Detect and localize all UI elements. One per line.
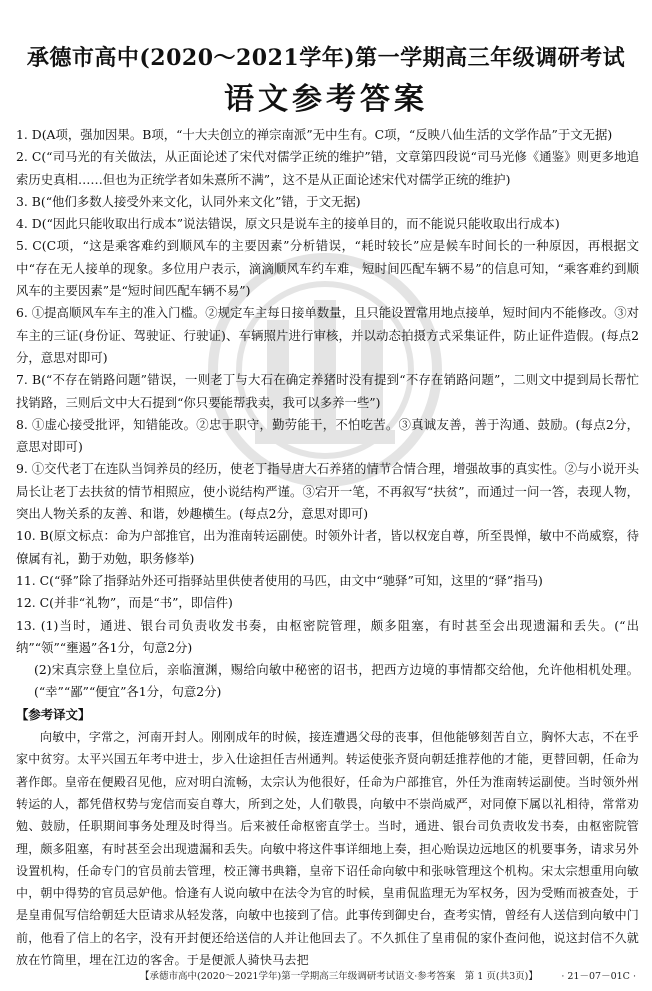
answer-3: 3. B(“他们多数人接受外来文化，认同外来文化”错，于文无据) — [16, 193, 361, 209]
answer-8: 8. ①虚心接受批评，知错能改。②忠于职守，勤劳能干，不怕吃苦。③真诚友善，善于沟通、鼓励。(每点2分，意思对即可) — [16, 416, 639, 455]
footer-right: · 21－07－01C · — [561, 971, 636, 982]
answer-13-1: 13. (1)当时，通进、银台司负责收发书奏，由枢密院管理，颇多阻塞，有时甚至会出现遗漏和丢失。(“出纳”“领”“壅遏”各1分，句意2分) — [16, 617, 639, 655]
answer-9: 9. ①交代老丁在连队当饲养员的经历，使老丁指导唐大石养猪的情节合情合理，增强故事的真实性。②与小说开头局长让老丁去扶贫的情节相照应，使小说结构严谨。③宕开一笔，不再叙写“扶贫”，而通过一问一答，表现人物，突出人物关系的友善、和谐，妙趣横生。(每点2分，意思对即可) — [16, 461, 639, 522]
footer-left: 【承德市高中(2020～2021学年)第一学期高三年级调研考试语文·参考答案 第 1 页(共3页)】 — [140, 971, 538, 982]
answer-1: 1. D(A项，强加因果。B项，“十大夫创立的禅宗南派”无中生有。C项，“反映八仙生活的文学作品”于文无据) — [16, 127, 613, 142]
translation-text: 向敏中，字常之，河南开封人。刚刚成年的时候，接连遭遇父母的丧事，但他能够刻苦自立，胸怀大志，不在乎家中贫穷。太平兴国五年考中进士，步入仕途担任吉州通判。转运使张齐贤向朝廷推荐他的才能，更替回朝，任命为著作郎。皇帝在便殿召见他，应对明白流畅，太宗认为他很好，任命为户部推官，外任为淮南转运副使。当时领外州转运的人，都凭借权势与宠信而妄自尊大，所到之处，人们敬畏，向敏中不崇尚威严，对同僚下属以礼相待，常常劝勉、鼓励，任职期间事务处理及时得当。后来被任命枢密直学士。当时，通进、银台司负责收发书奏，由枢密院管理，颇多阻塞，有时甚至会出现遗漏和丢失。向敏中将这件事详细地上奏，担心贻误边远地区的机要事务，请求另外设置机构，任命专门的官员前去管理，校正簿书典籍，皇帝下诏任命向敏中和张咏管理这个机构。宋太宗想重用向敏中，朝中得势的官员忌妒他。恰逢有人说向敏中在法令为官的时候，皇甫侃监理无为军权务，因为受贿而被查处，于是皇甫侃写信给朝廷大臣请求从轻发落，向敏中也接到了信。此事传到御史台，查考实情，曾经有人送信到向敏中门前，他看了信上的名字，没有开封便还给送信的人并让他回去了。不久抓住了皇甫侃的家仆查问他，说这封信不久就放在竹筒里，埋在江边的客舍。于是便派人骑快马去把 — [16, 730, 639, 967]
answer-12: 12. C(并非“礼物”，而是“书”，即信件) — [16, 595, 233, 611]
answer-7: 7. B(“不存在销路问题”错误，一则老丁与大石在确定养猪时没有提到“不存在销路问题”，二则文中提到局长帮忙找销路，三则后文中大石提到“你只要能帮我卖，我可以多养一些”) — [16, 372, 639, 410]
answer-10: 10. B(原文标点：命为户部推官，出为淮南转运副使。时领外计者，皆以权宠自尊，所至畏惮，敏中不尚威察，待僚属有礼，勤于劝勉，职务修举) — [16, 528, 639, 566]
answer-content — [16, 124, 639, 971]
answer-2: 2. C(“司马光的有关做法，从正面论述了宋代对儒学正统的维护”错，文章第四段说“司马光修《通鉴》则更多地追索历史真相……但也为正统学者如朱熹所不满”，这不是从正面论述宋代对儒学正统的维护) — [16, 149, 639, 187]
answer-4: 4. D(“因此只能收取出行成本”说法错误，原文只是说车主的接单目的，而不能说只能收取出行成本) — [16, 216, 560, 232]
page-footer — [140, 968, 636, 982]
answer-13-2: (2)宋真宗登上皇位后，亲临澶渊，赐给向敏中秘密的诏书，把西方边境的事情都交给他，允许他相机处理。(“幸”“鄙”“便宜”各1分，句意2分) — [34, 662, 639, 700]
answer-5: 5. C(C项，“这是乘客难约到顺风车的主要因素”分析错误，“耗时较长”应是候车时间长的一种原因，再根据文中“存在无人接单的现象。多位用户表示，滴滴顺风车约车难，短时间匹配车辆不易”的信息可知，“乘客难约到顺风车的主要因素”是“短时间匹配车辆不易”) — [16, 238, 639, 299]
page-subtitle: 语文参考答案 — [224, 82, 428, 117]
answer-6: 6. ①提高顺风车车主的准入门槛。②规定车主每日接单数量，且只能设置常用地点接单，短时间内不能修改。③对车主的三证(身份证、驾驶证、行驶证)、车辆照片进行审核，并以动态拍摄方式采集证件，防止证件造假。(每点2分，意思对即可) — [16, 305, 639, 365]
answer-11: 11. C(“驿”除了指驿站外还可指驿站里供使者使用的马匹，由文中“驰驿”可知，这里的“驿”指马) — [16, 572, 543, 588]
page-title: 承德市高中(2020～2021学年)第一学期高三年级调研考试 — [26, 45, 626, 71]
translation-heading: 【参考译文】 — [16, 706, 91, 722]
